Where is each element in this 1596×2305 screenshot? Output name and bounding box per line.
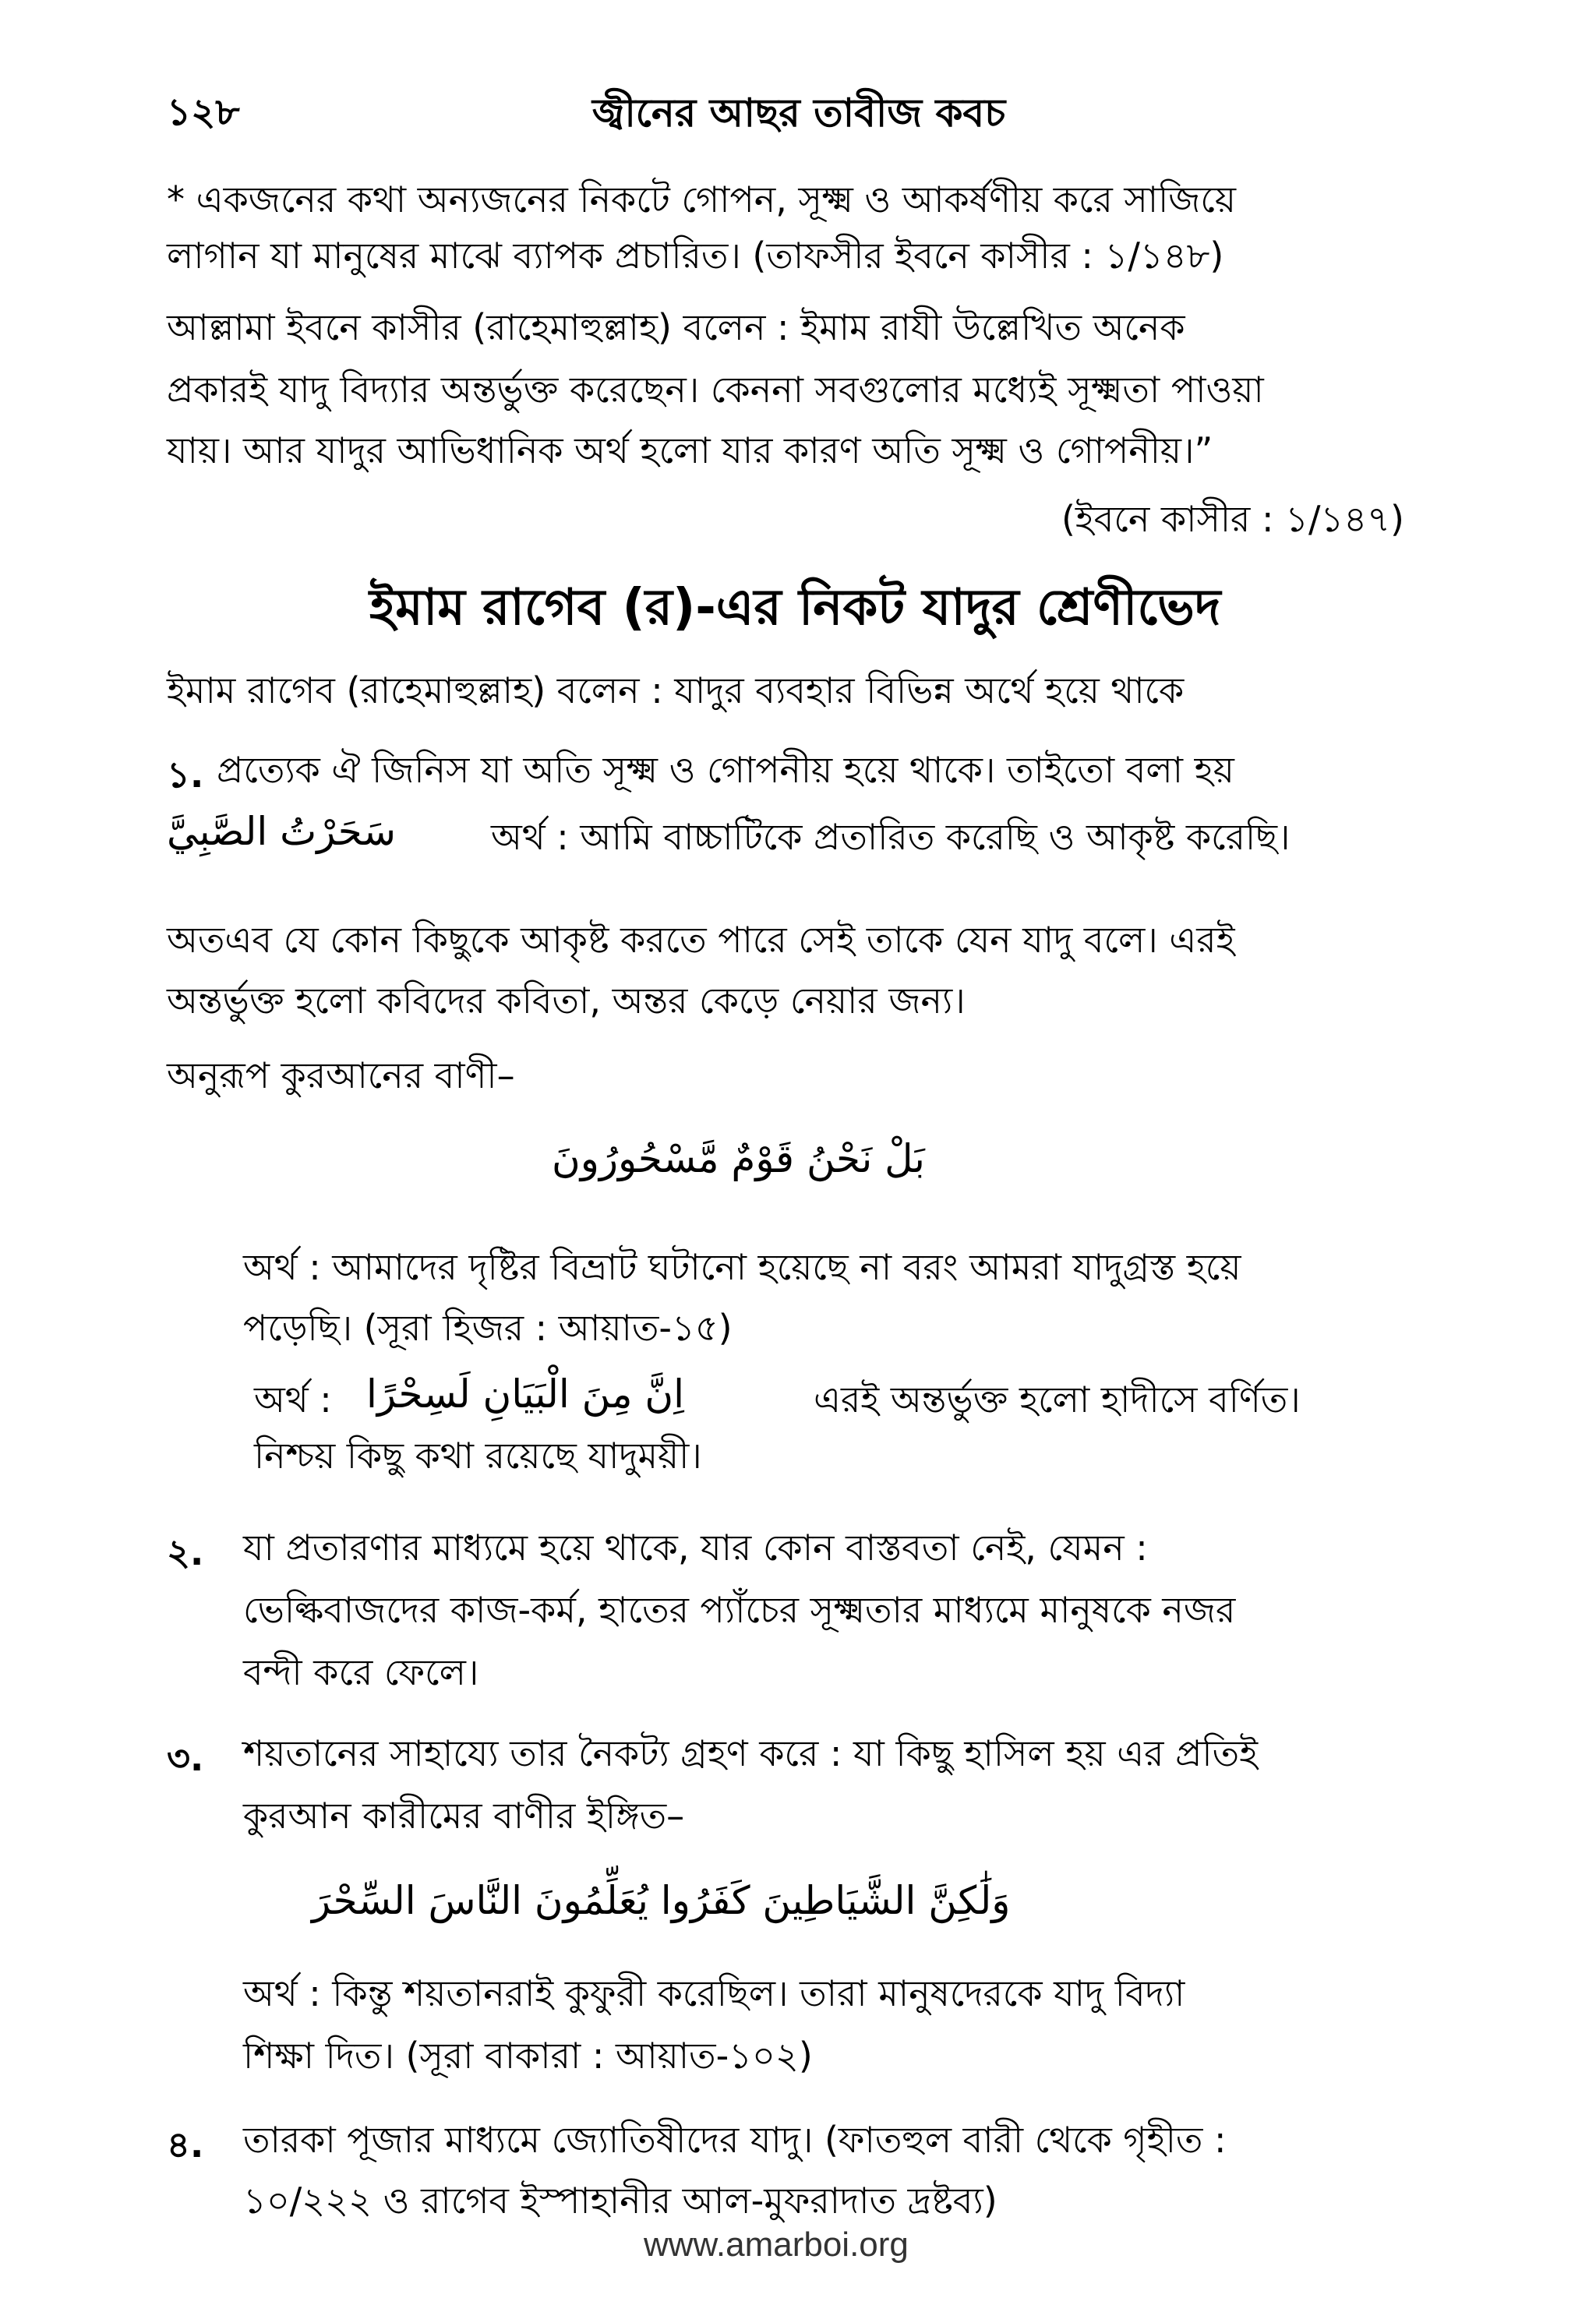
hadith-prefix: অর্থ :: [254, 1378, 332, 1421]
item-3-line-1: শয়তানের সাহায্যে তার নৈকট্য গ্রহণ করে : যা কিছু হাসিল হয় এর প্রতিই: [243, 1732, 1259, 1774]
item-4-line-1: তারকা পূজার মাধ্যমে জ্যোতিষীদের যাদু। (ফাতহুল বারী থেকে গৃহীত :: [243, 2119, 1227, 2161]
item-1-line-4: অন্তর্ভুক্ত হলো কবিদের কবিতা, অন্তর কেড়ে নেয়ার জন্য।: [167, 980, 966, 1022]
item-4-number: ৪.: [167, 2123, 204, 2166]
item-3-meaning-2: শিক্ষা দিত। (সূরা বাকারা : আয়াত-১০২): [243, 2035, 813, 2077]
item-3-arabic: وَلَٰكِنَّ الشَّيَاطِينَ كَفَرُوا يُعَلِّمُونَ النَّاسَ السِّحْرَ: [312, 1878, 1011, 1923]
quote-line-2: প্রকারই যাদু বিদ্যার অন্তর্ভুক্ত করেছেন। কেননা সবগুলোর মধ্যেই সূক্ষ্মতা পাওয়া: [167, 369, 1264, 411]
quote-line-3: যায়। আর যাদুর আভিধানিক অর্থ হলো যার কারণ অতি সূক্ষ্ম ও গোপনীয়।”: [167, 429, 1213, 471]
item-1-arabic: سَحَرْتُ الصَّبِيَّ: [167, 809, 396, 854]
item-2-line-2: ভেল্কিবাজদের কাজ-কর্ম, হাতের প্যাঁচের সূক্ষ্মতার মাধ্যমে মানুষকে নজর: [243, 1589, 1236, 1631]
item-1-meaning: অর্থ : আমি বাচ্চাটিকে প্রতারিত করেছি ও আকৃষ্ট করেছি।: [491, 816, 1291, 858]
item-2-number: ২.: [167, 1531, 204, 1573]
item-1-line-3: অতএব যে কোন কিছুকে আকৃষ্ট করতে পারে সেই তাকে যেন যাদু বলে। এরই: [167, 919, 1235, 961]
quran-intro: অনুরূপ কুরআনের বাণী–: [167, 1054, 515, 1096]
quran-meaning-2: পড়েছি। (সূরা হিজর : আয়াত-১৫): [243, 1307, 733, 1349]
hadith-suffix: এরই অন্তর্ভুক্ত হলো হাদীসে বর্ণিত।: [814, 1378, 1301, 1421]
quote-reference: (ইবনে কাসীর : ১/১৪৭): [1061, 498, 1404, 540]
item-2-line-1: যা প্রতারণার মাধ্যমে হয়ে থাকে, যার কোন বাস্তবতা নেই, যেমন :: [243, 1527, 1148, 1569]
hadith-meaning: নিশ্চয় কিছু কথা রয়েছে যাদুময়ী।: [254, 1435, 702, 1477]
hadith-arabic: اِنَّ مِنَ الْبَيَانِ لَسِحْرًا: [366, 1371, 684, 1417]
item-1-number: ১.: [167, 754, 204, 796]
quran-meaning-1: অর্থ : আমাদের দৃষ্টির বিভ্রাট ঘটানো হয়েছে না বরং আমরা যাদুগ্রস্ত হয়ে: [243, 1246, 1241, 1288]
section-intro: ইমাম রাগেব (রাহেমাহুল্লাহ) বলেন : যাদুর ব্যবহার বিভিন্ন অর্থে হয়ে থাকে: [167, 669, 1185, 711]
quran-arabic: بَلْ نَحْنُ قَوْمٌ مَّسْحُورُونَ: [552, 1136, 925, 1181]
item-3-line-2: কুরআন কারীমের বাণীর ইঙ্গিত–: [243, 1795, 685, 1837]
page-number: ১২৮: [167, 90, 240, 134]
intro-line-1: * একজনের কথা অন্যজনের নিকটে গোপন, সূক্ষ্ম ও আকর্ষণীয় করে সাজিয়ে: [167, 178, 1237, 221]
quote-line-1: আল্লামা ইবনে কাসীর (রাহেমাহুল্লাহ) বলেন : ইমাম রাযী উল্লেখিত অনেক: [167, 306, 1185, 348]
footer-url: www.amarboi.org: [644, 2226, 909, 2264]
intro-line-2: লাগান যা মানুষের মাঝে ব্যাপক প্রচারিত। (তাফসীর ইবনে কাসীর : ১/১৪৮): [167, 235, 1224, 277]
running-title: জ্বীনের আছর তাবীজ কবচ: [592, 90, 1006, 136]
item-3-meaning-1: অর্থ : কিন্তু শয়তানরাই কুফুরী করেছিল। তারা মানুষদেরকে যাদু বিদ্যা: [243, 1972, 1185, 2014]
item-1-line-1: প্রত্যেক ঐ জিনিস যা অতি সূক্ষ্ম ও গোপনীয় হয়ে থাকে। তাইতো বলা হয়: [217, 749, 1234, 791]
item-3-number: ৩.: [167, 1737, 204, 1779]
item-4-line-2: ১০/২২২ ও রাগেব ইস্পাহানীর আল-মুফরাদাত দ্রষ্টব্য): [243, 2180, 998, 2222]
section-heading: ইমাম রাগেব (র)-এর নিকট যাদুর শ্রেণীভেদ: [369, 579, 1221, 637]
item-2-line-3: বন্দী করে ফেলে।: [243, 1651, 479, 1693]
